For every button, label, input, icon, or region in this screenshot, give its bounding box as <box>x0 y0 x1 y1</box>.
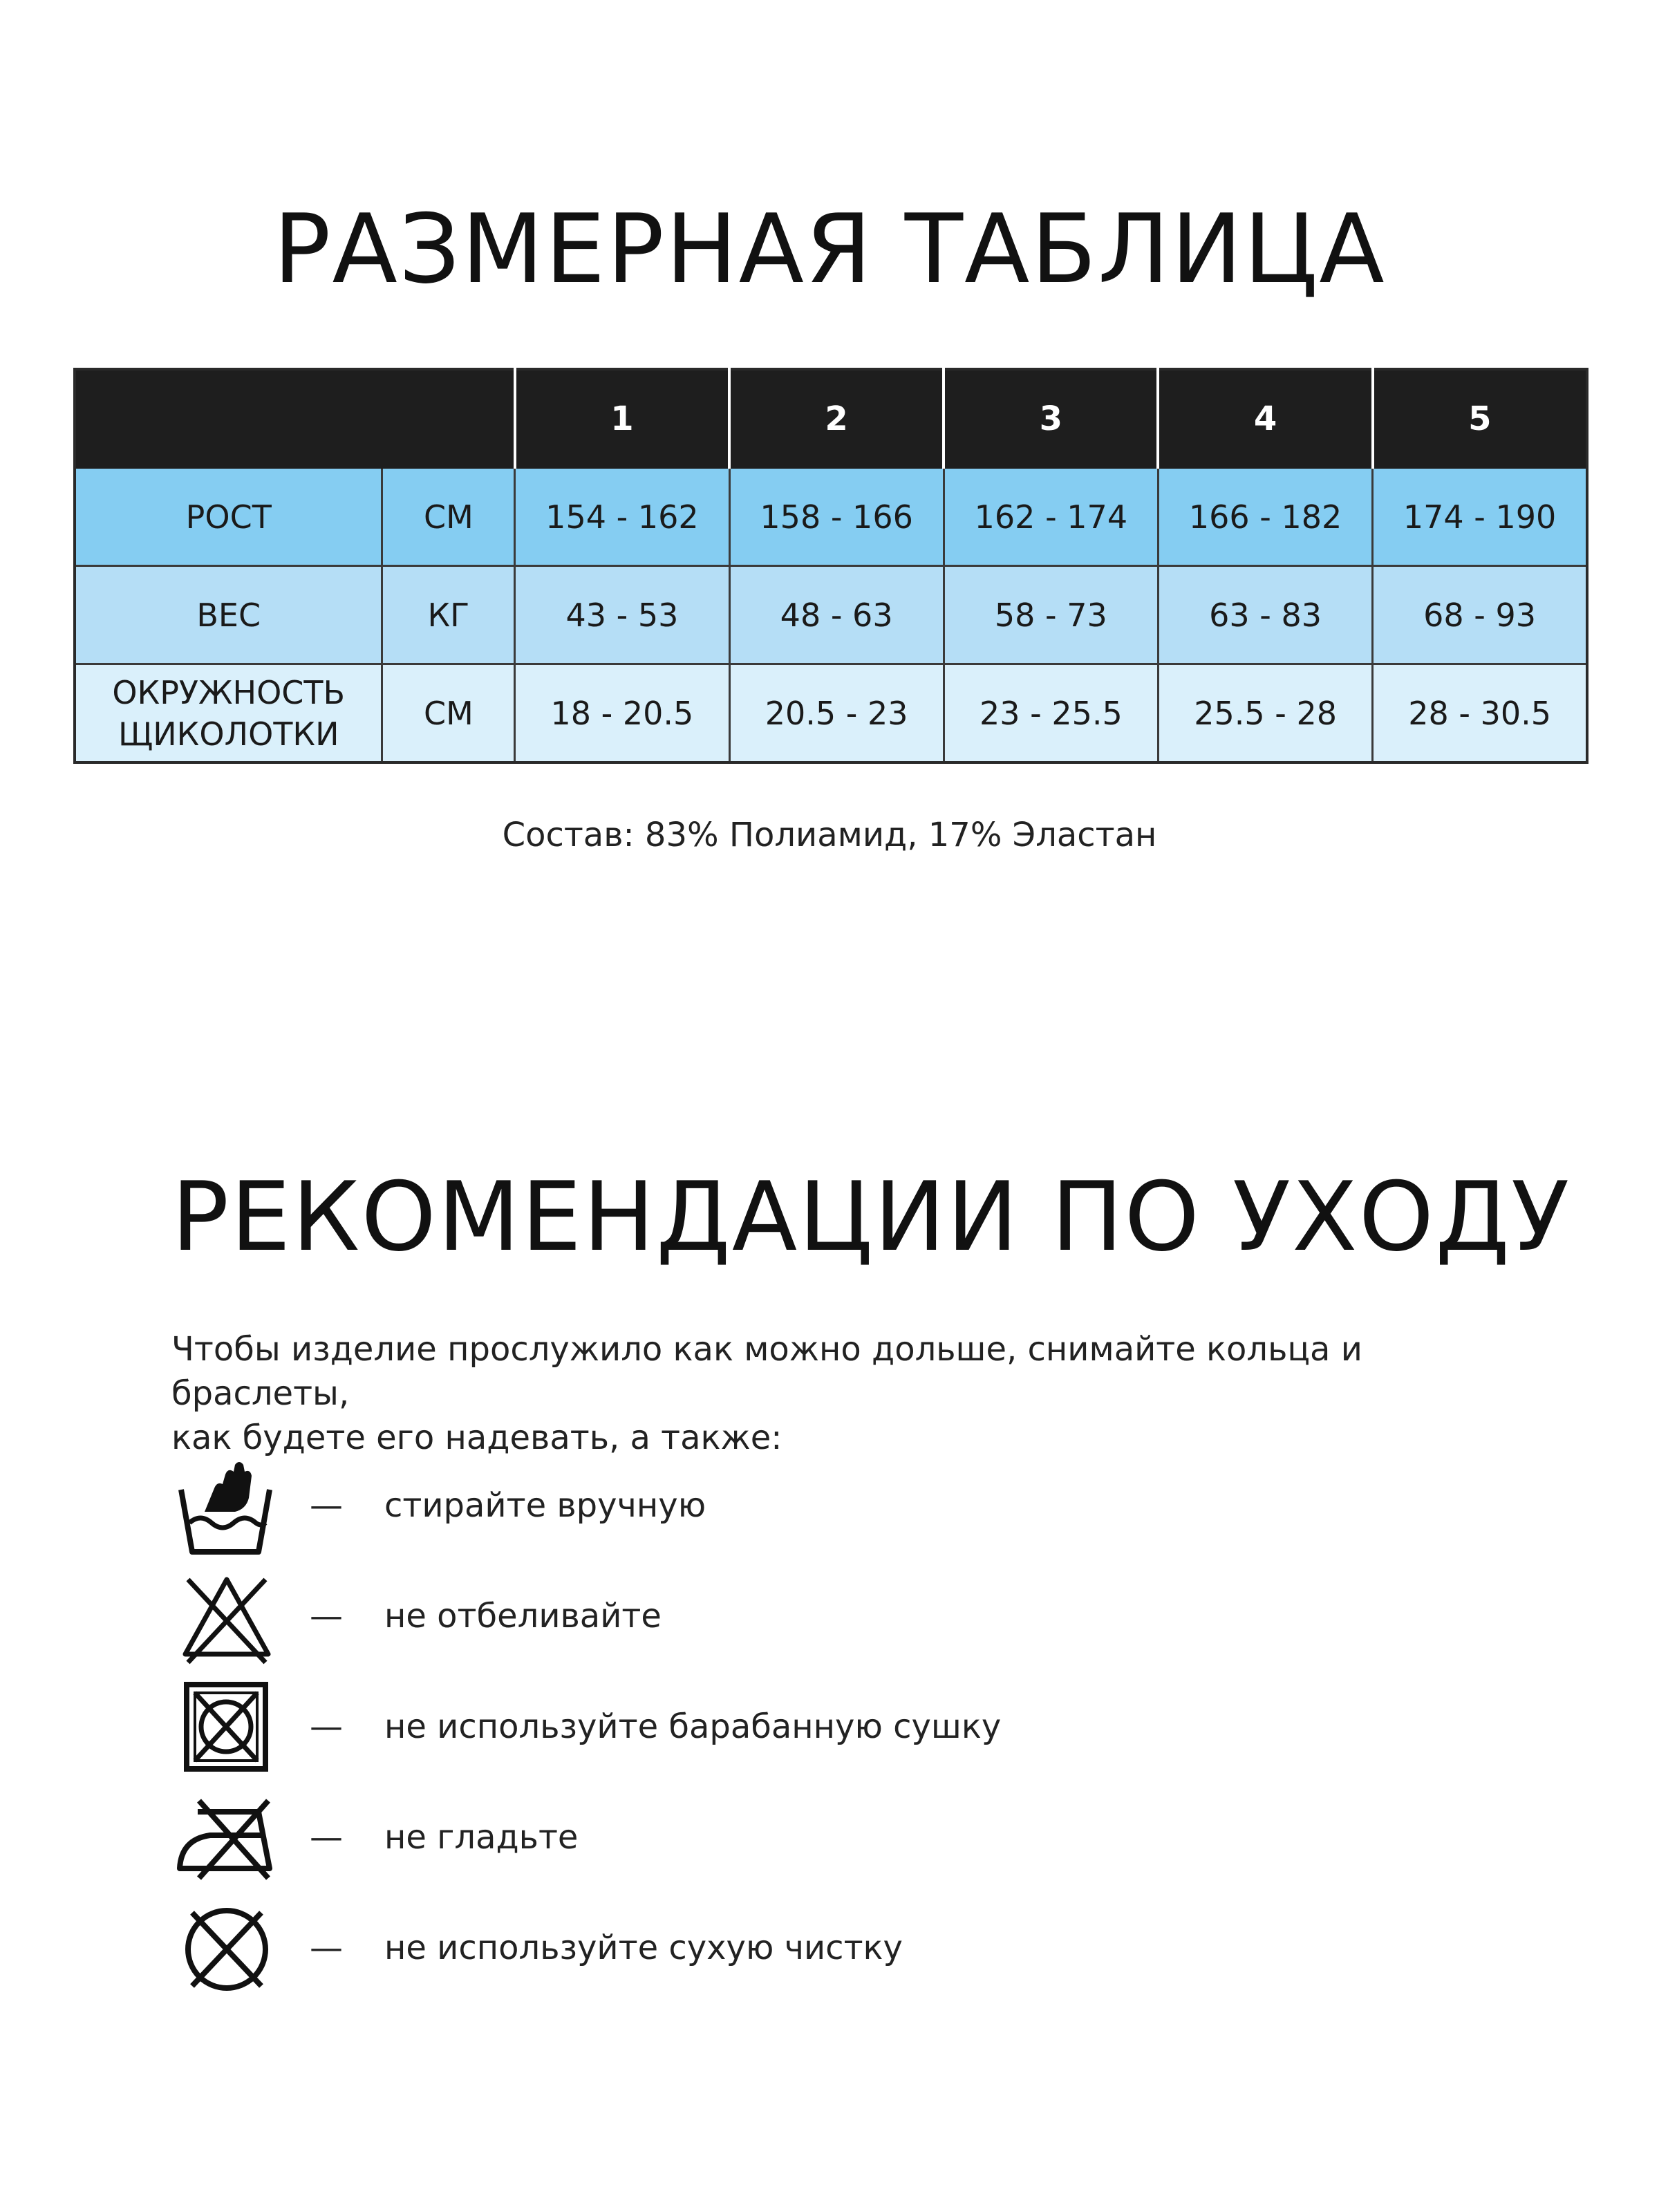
care-title: РЕКОМЕНДАЦИИ ПО УХОДУ <box>171 1161 1571 1273</box>
table-cell: 174 - 190 <box>1373 468 1587 566</box>
care-dash: — <box>310 1597 343 1635</box>
care-item-no-dry-clean <box>171 1897 1277 2001</box>
header-blank-cell <box>75 369 382 468</box>
size-header-2: 2 <box>729 369 944 468</box>
care-text: стирайте вручную <box>384 1486 706 1525</box>
header-blank-cell <box>382 369 515 468</box>
row-label-line: ЩИКОЛОТКИ <box>118 715 339 753</box>
care-item-no-tumble-dry <box>171 1676 1277 1780</box>
intro-line: Чтобы изделие прослужило как можно дольше, снимайте кольца и браслеты, <box>171 1330 1362 1413</box>
size-header-5: 5 <box>1373 369 1587 468</box>
table-cell: 166 - 182 <box>1158 468 1372 566</box>
care-dash: — <box>310 1929 343 1967</box>
care-item-hand-wash <box>171 1455 1277 1559</box>
table-row <box>75 468 1587 566</box>
table-cell: 162 - 174 <box>944 468 1158 566</box>
care-text: не гладьте <box>384 1818 579 1857</box>
table-cell: 48 - 63 <box>729 566 944 664</box>
composition-text: Состав: 83% Полиамид, 17% Эластан <box>502 816 1157 854</box>
row-label-weight <box>75 566 382 664</box>
table-cell: 25.5 - 28 <box>1158 664 1372 763</box>
intro-line: как будете его надевать, а также: <box>171 1418 782 1457</box>
size-header-3: 3 <box>944 369 1158 468</box>
care-intro <box>171 1327 1526 1460</box>
row-label-line: ВЕС <box>196 596 261 634</box>
table-cell: 28 - 30.5 <box>1373 664 1587 763</box>
row-label-line: РОСТ <box>185 498 272 536</box>
care-dash: — <box>310 1707 343 1746</box>
care-item-no-bleach <box>171 1566 1277 1669</box>
table-cell: 20.5 - 23 <box>729 664 944 763</box>
no-tumble-dry-icon <box>171 1676 282 1780</box>
table-row <box>75 664 1587 763</box>
size-chart-title: РАЗМЕРНАЯ ТАБЛИЦА <box>273 194 1386 305</box>
hand-wash-icon <box>171 1455 282 1559</box>
care-text: не используйте сухую чистку <box>384 1929 903 1967</box>
table-cell: 58 - 73 <box>944 566 1158 664</box>
table-cell: 23 - 25.5 <box>944 664 1158 763</box>
no-bleach-icon <box>171 1566 282 1669</box>
table-cell: 63 - 83 <box>1158 566 1372 664</box>
row-unit: СМ <box>382 468 515 566</box>
care-text: не используйте барабанную сушку <box>384 1707 1002 1746</box>
table-cell: 68 - 93 <box>1373 566 1587 664</box>
row-label-line: ОКРУЖНОСТЬ <box>112 673 346 711</box>
table-cell: 154 - 162 <box>515 468 729 566</box>
no-iron-icon <box>171 1787 282 1891</box>
table-cell: 43 - 53 <box>515 566 729 664</box>
table-cell: 18 - 20.5 <box>515 664 729 763</box>
care-text: не отбеливайте <box>384 1597 662 1635</box>
table-row <box>75 566 1587 664</box>
care-dash: — <box>310 1818 343 1857</box>
no-dry-clean-icon <box>171 1897 282 2001</box>
row-label-height <box>75 468 382 566</box>
size-header-4: 4 <box>1158 369 1372 468</box>
care-item-no-iron <box>171 1787 1277 1891</box>
table-cell: 158 - 166 <box>729 468 944 566</box>
table-header-row <box>75 369 1587 468</box>
care-dash: — <box>310 1486 343 1525</box>
size-header-1: 1 <box>515 369 729 468</box>
row-unit: СМ <box>382 664 515 763</box>
size-table <box>73 368 1588 764</box>
row-unit: КГ <box>382 566 515 664</box>
row-label-ankle <box>75 664 382 763</box>
